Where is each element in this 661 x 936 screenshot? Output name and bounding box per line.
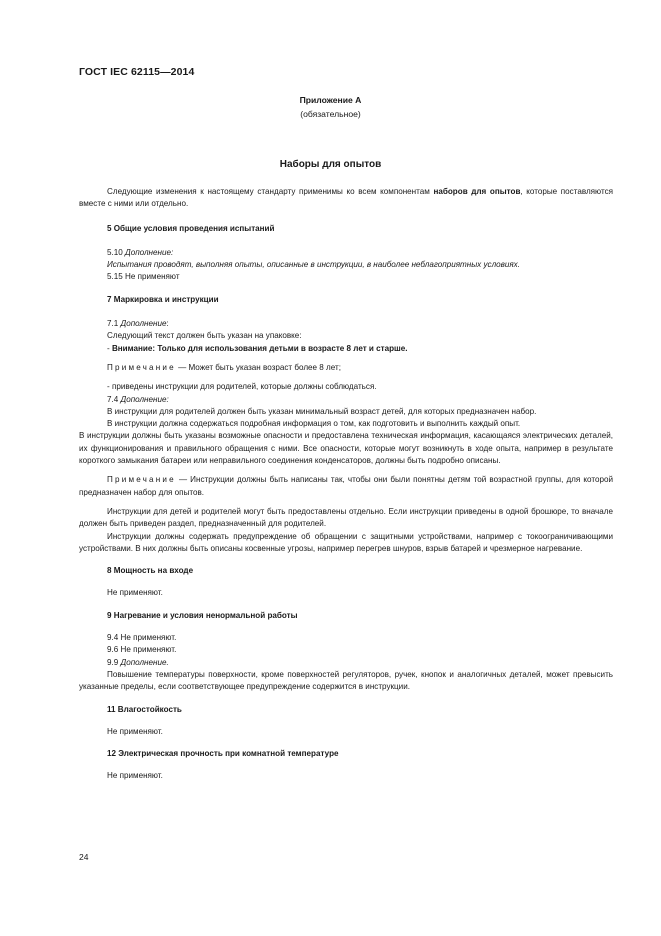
annex-title: Приложение А (299, 95, 362, 105)
warning-text: Внимание: Только для использования детьми в возрасте 8 лет и старше. (111, 343, 408, 353)
intro-paragraph (79, 186, 613, 211)
warning-dash: - (107, 343, 110, 353)
clause-number: 7.1 (107, 319, 119, 329)
standard-header: ГОСТ IEC 62115—2014 (79, 66, 195, 78)
note-text: — Может быть указан возраст более 8 лет; (175, 362, 341, 372)
clause-7-1-text: Следующий текст должен быть указан на упаковке: (107, 331, 302, 341)
clause-7-1 (79, 318, 613, 330)
paragraph: Инструкции для детей и родителей могут быть предоставлены отдельно. Если инструкции приведены в одной брошюре, то вначале должен быть приведен раздел, предназначенный для родителей. (79, 506, 613, 529)
section-12-text: Не применяют. (107, 771, 163, 781)
paragraph: В инструкции должна содержаться подробная информация о том, как подготовить и выполнить каждый опыт. (107, 419, 521, 429)
intro-text-end: , которые поставляются вместе с ними или отдельно. (79, 187, 613, 209)
section-5-heading: 5 Общие условия проведения испытаний (107, 223, 275, 233)
document-body (79, 186, 613, 783)
clause-label: Дополнение. (120, 657, 169, 667)
section-7-heading: 7 Маркировка и инструкции (107, 294, 219, 304)
clause-5-10 (79, 247, 613, 259)
page-number: 24 (79, 852, 89, 862)
list-item: - приведены инструкции для родителей, которые должны соблюдаться. (107, 382, 377, 392)
annex-status: (обязательное) (300, 109, 361, 119)
clause-9-9 (79, 657, 613, 669)
paragraph: В инструкции для родителей должен быть указан минимальный возраст детей, для которых предназначен набор. (107, 406, 537, 416)
clause-label: Дополнение: (125, 247, 174, 257)
section-8-text: Не применяют. (107, 588, 163, 598)
clause-label: Дополнение: (120, 394, 169, 404)
clause-text: Испытания проводят, выполняя опыты, описанные в инструкции, в наиболее неблагоприятных условиях. (107, 260, 520, 270)
clause-colon: : (166, 319, 169, 329)
note-label: Примечание (107, 475, 176, 485)
clause-number: 5.10 (107, 247, 123, 257)
note-label: Примечание (107, 362, 176, 372)
intro-bold-term: наборов для опытов (433, 187, 521, 196)
clause-5-15: 5.15 Не применяют (107, 272, 180, 282)
section-8-heading: 8 Мощность на входе (107, 566, 194, 576)
note-1 (79, 362, 613, 374)
clause-7-4 (79, 394, 613, 406)
clause-label: Дополнение (120, 319, 167, 329)
note-2 (79, 474, 613, 499)
section-11-heading: 11 Влагостойкость (107, 704, 182, 714)
clause-5-10-text (79, 259, 613, 271)
paragraph: В инструкции должны быть указаны возможные опасности и предоставлена техническая информация, касающаяся электрических деталей, их функционирования и правильного обращения с ними. Все опасности, которые могут возникнуть в ходе опыта, например в результате короткого замыкания батареи или неправильного соединения конденсаторов, должны быть подробно описаны. (79, 431, 613, 466)
section-11-text: Не применяют. (107, 726, 163, 736)
clause-number: 7.4 (107, 394, 119, 404)
clause-number: 9.9 (107, 657, 119, 667)
intro-text-start: Следующие изменения к настоящему стандарту применимы ко всем компонентам (107, 187, 434, 196)
paragraph: Инструкции должны содержать предупреждение об обращении с защитными устройствами, например с токоограничивающими устройствами. В них должны быть описаны косвенные угрозы, например перегрев шнуров, взрыв батарей и чрезмерное нагревание. (79, 531, 613, 553)
paragraph: Повышение температуры поверхности, кроме поверхностей регуляторов, ручек, кнопок и аналогичных деталей, может превысить указанные пределы, если соответствующее предупреждение содержится в инструкции. (79, 669, 613, 692)
clause-9-6: 9.6 Не применяют. (107, 645, 177, 655)
clause-9-4: 9.4 Не применяют. (107, 633, 177, 643)
note-text: — Инструкции должны быть написаны так, чтобы они были понятны детям той возрастной группы, для которой предназначен набор для опытов. (79, 475, 613, 497)
warning-line (79, 343, 613, 355)
section-9-heading: 9 Нагревание и условия ненормальной работы (107, 610, 298, 620)
section-12-heading: 12 Электрическая прочность при комнатной температуре (107, 749, 339, 759)
document-title: Наборы для опытов (279, 159, 382, 170)
